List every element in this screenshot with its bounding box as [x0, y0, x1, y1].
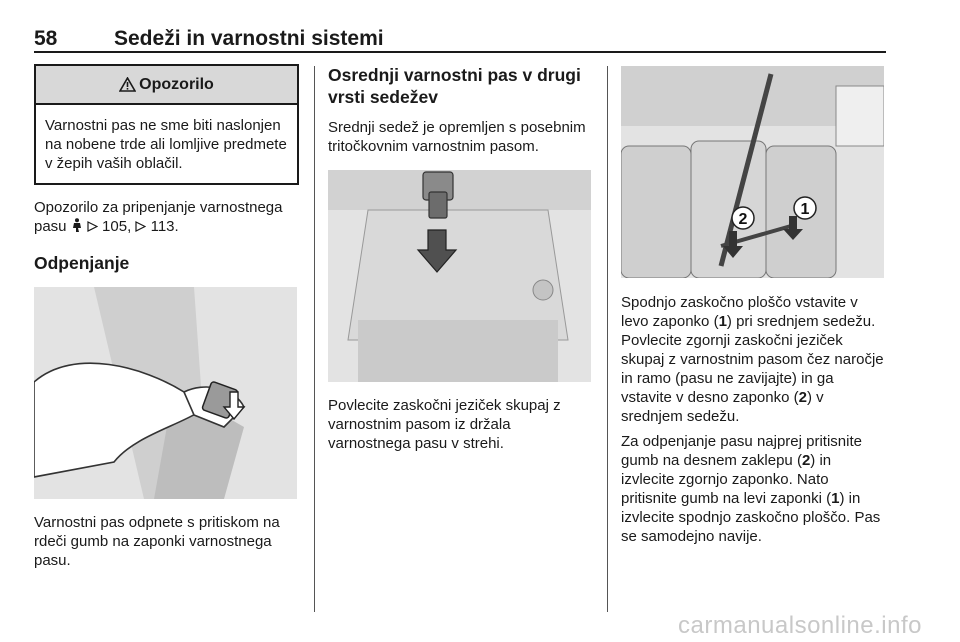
header-rule [34, 51, 886, 53]
warning-header [36, 66, 297, 105]
page-reference-arrow-icon [87, 221, 98, 232]
callout-1: 1 [800, 201, 810, 218]
page-number: 58 [34, 27, 58, 50]
figure-caption: Povlecite zaskočni jeziček skupaj z varnostnim pasom iz držala varnostnega pasu v strehi. [328, 397, 561, 452]
section-heading: Odpenjanje [34, 253, 130, 273]
column-separator [607, 66, 608, 612]
page-header [34, 27, 886, 53]
running-title: Sedeži in varnostni sistemi [114, 27, 384, 50]
warning-box [34, 64, 299, 185]
watermark: carmanualsonline.info [678, 612, 922, 639]
warning-text: Varnostni pas ne sme biti naslonjen na nobene trde ali lomljive predmete v žepih vaših oblačil. [45, 117, 287, 172]
callout-ref: 1 [718, 313, 727, 330]
column-3 [621, 64, 886, 546]
reference-page-1: 105 [102, 218, 128, 235]
reference-page-2: 113. [150, 218, 179, 235]
warning-reference: Opozorilo za pripenjanje varnostnega pasu 105, 113. [34, 199, 283, 235]
instruction-paragraph: Spodnjo zaskočno ploščo vstavite v levo zaponko (1) pri srednjem sedežu. Povlecite zgornji zaskočni jeziček skupaj z varnostnim pasom čez naročje in ramo (pasu ne zavijajte) in ga vstavite v desno zaponko (2) v srednjem sedežu. [621, 294, 884, 425]
column-1 [34, 64, 299, 570]
rear-seats-illustration [621, 66, 884, 278]
callout-ref: 2 [801, 452, 811, 469]
child-seat-icon [71, 218, 83, 233]
callout-ref: 2 [798, 389, 807, 406]
warning-triangle-icon [119, 77, 136, 92]
section-heading: Osrednji varnostni pas v drugi vrsti sedežev [328, 65, 581, 107]
instruction-paragraph: Za odpenjanje pasu najprej pritisnite gumb na desnem zaklepu (2) in izvlecite zgornjo zaponko. Nato pritisnite gumb na levi zaponki (1) in izvlecite spodnjo zaskočno ploščo. Pas se samodejno navije. [621, 433, 881, 545]
column-separator [314, 66, 315, 612]
callout-ref: 1 [831, 490, 840, 507]
callout-2: 2 [738, 211, 748, 228]
page-reference-arrow-icon [135, 221, 146, 232]
intro-text: Srednji sedež je opremljen s posebnim tritočkovnim varnostnim pasom. [328, 119, 586, 155]
unbuckling-illustration [34, 287, 297, 499]
figure-caption: Varnostni pas odpnete s pritiskom na rdeči gumb na zaponki varnostnega pasu. [34, 514, 280, 569]
roof-belt-holder-illustration [328, 170, 591, 382]
warning-title: Opozorilo [139, 75, 214, 93]
column-2 [328, 64, 593, 453]
